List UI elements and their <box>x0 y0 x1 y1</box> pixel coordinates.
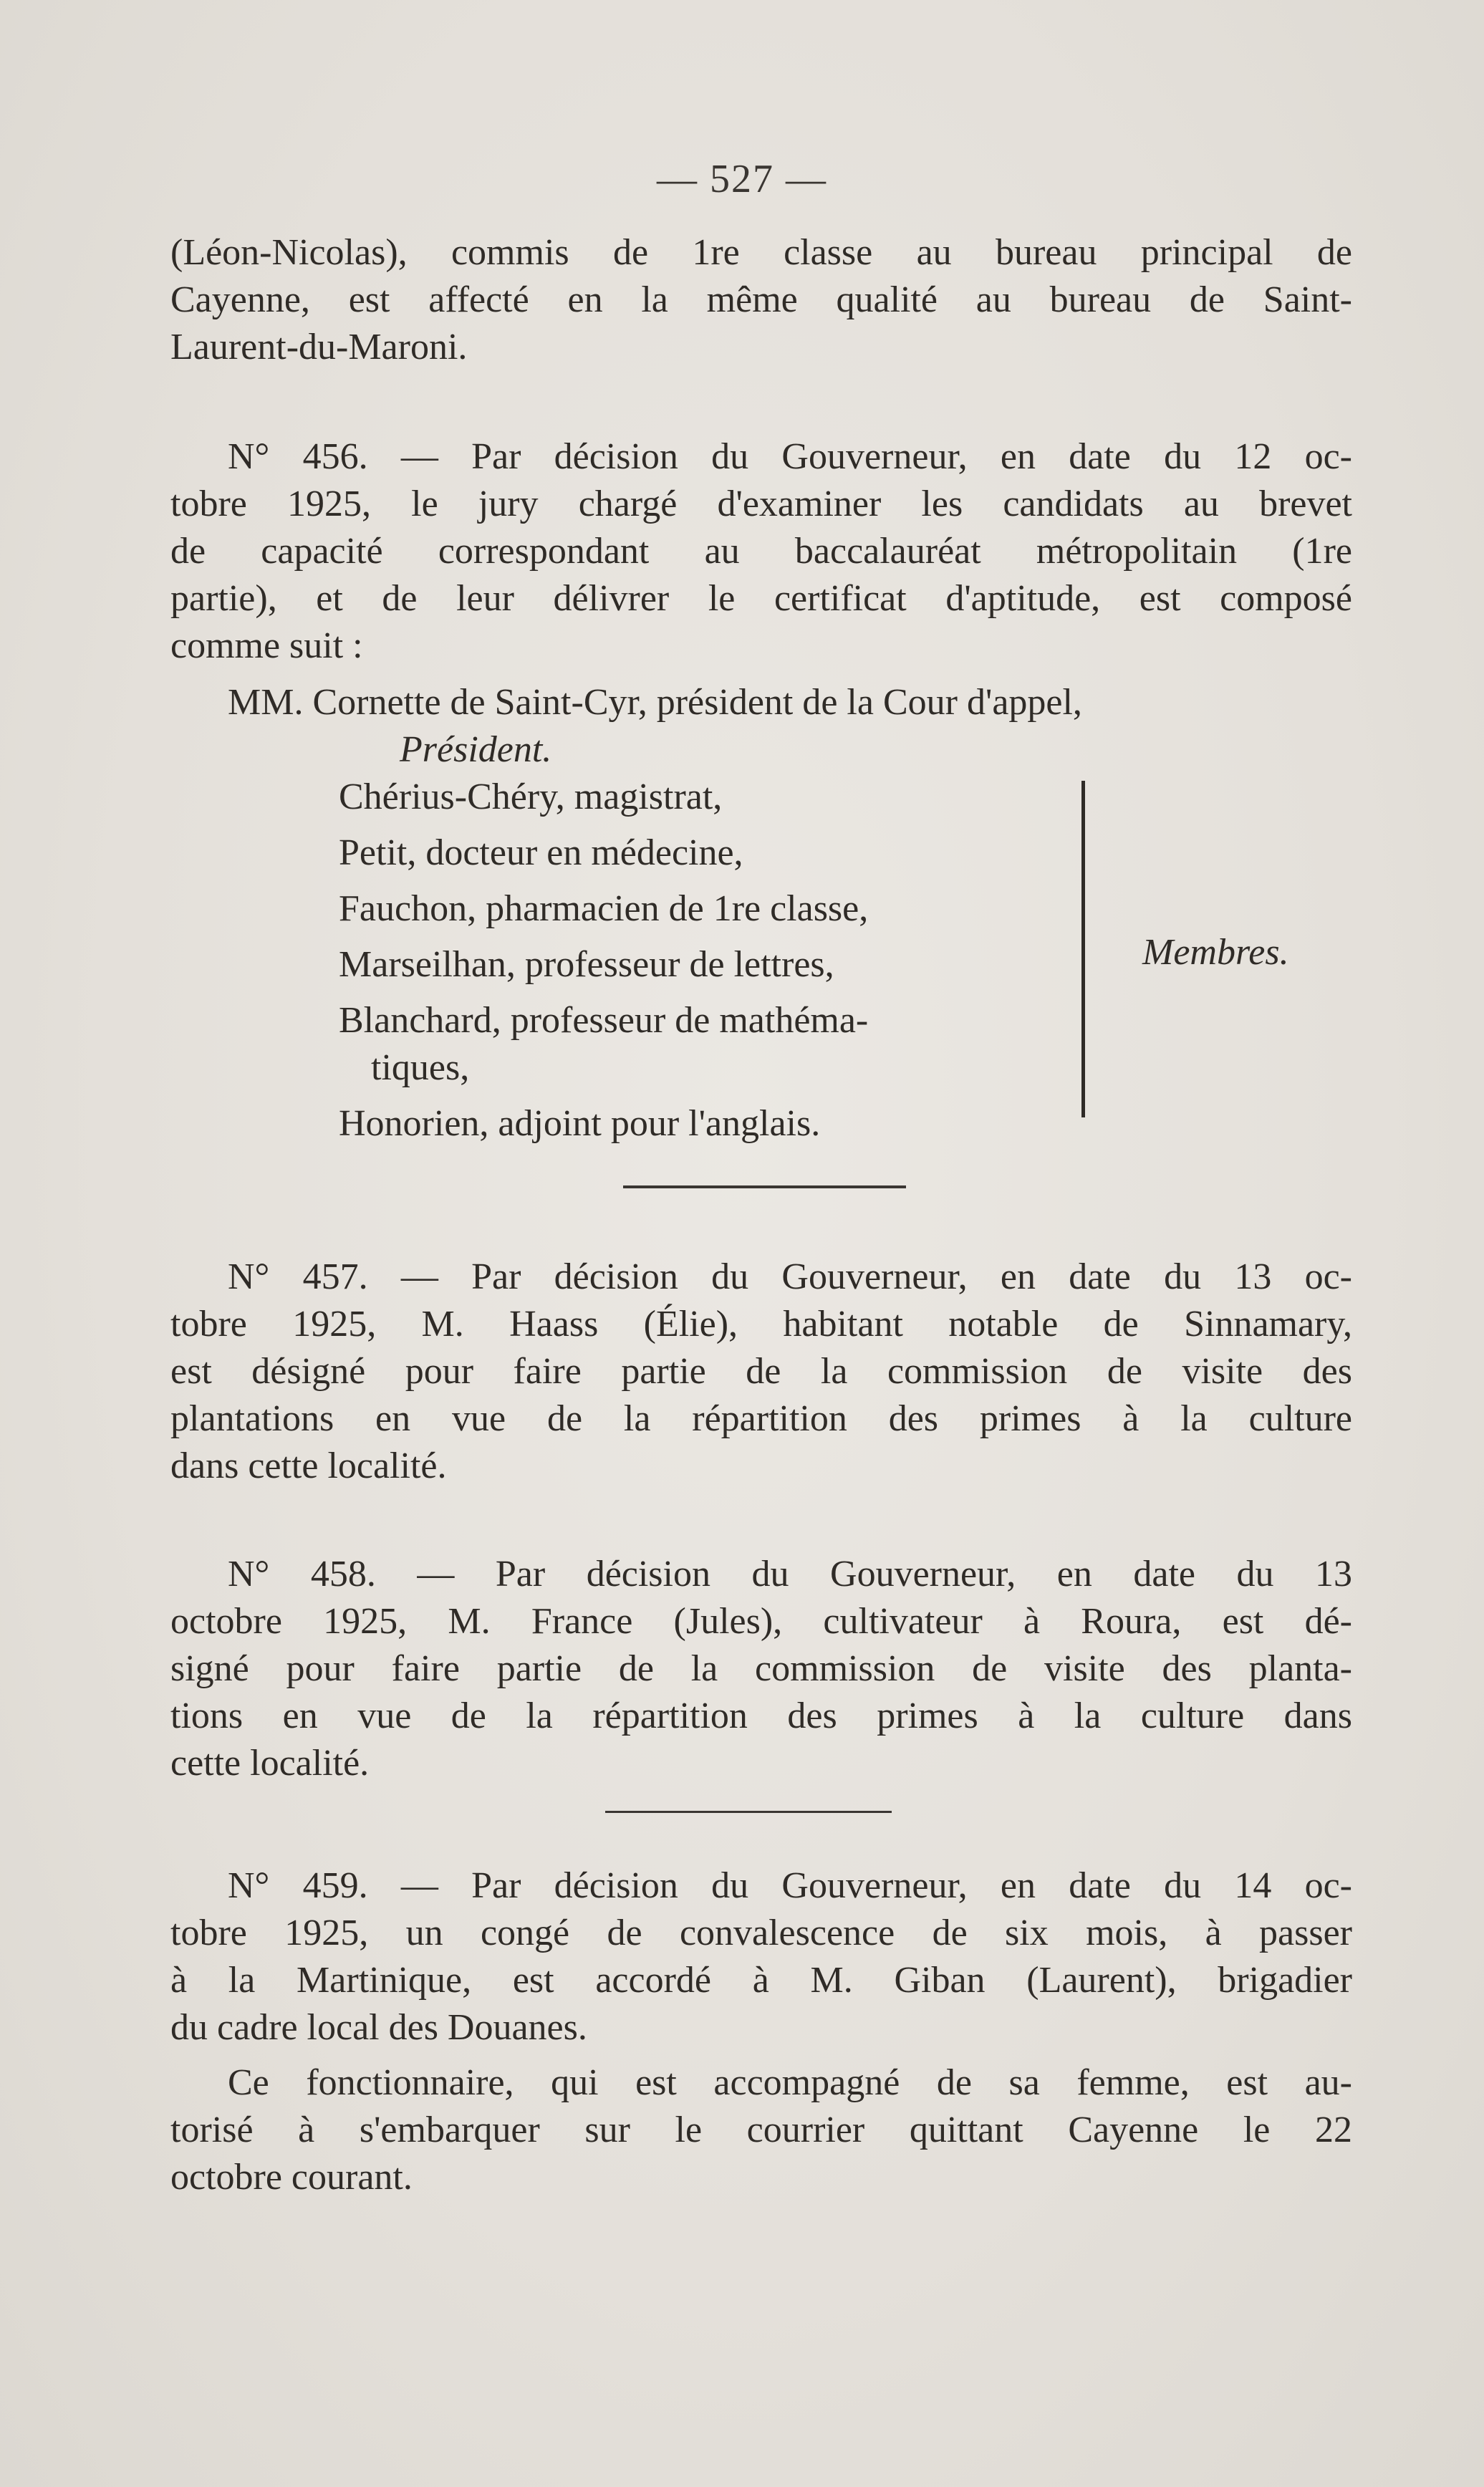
jury-member-continuation: tiques, <box>371 1047 470 1088</box>
members-brace <box>1081 781 1089 1117</box>
section-divider <box>605 1811 892 1813</box>
text-line: partie), et de leur délivrer le certificat d'aptitude, est composé <box>170 578 1352 619</box>
jury-member: Honorien, adjoint pour l'anglais. <box>339 1103 821 1144</box>
paragraph-note <box>170 2059 1352 2201</box>
text-line: N° 459. — Par décision du Gouverneur, en date du 14 oc- <box>228 1865 1352 1906</box>
text-line: N° 458. — Par décision du Gouverneur, en date du 13 <box>228 1554 1352 1594</box>
jury-president-title: Président. <box>400 729 552 770</box>
text-line: Laurent-du-Maroni. <box>170 327 468 367</box>
paragraph-continuation <box>170 229 1352 371</box>
section-divider <box>623 1185 906 1188</box>
text-line: octobre courant. <box>170 2157 413 2198</box>
paragraph-decision-458 <box>170 1551 1352 1787</box>
paragraph-decision-457 <box>170 1254 1352 1490</box>
text-line: tions en vue de la répartition des primes à la culture dans <box>170 1695 1352 1736</box>
text-line: (Léon-Nicolas), commis de 1re classe au bureau principal de <box>170 232 1352 273</box>
jury-member: Marseilhan, professeur de lettres, <box>339 944 834 985</box>
text-line: octobre 1925, M. France (Jules), cultivateur à Roura, est dé- <box>170 1601 1352 1642</box>
text-line: de capacité correspondant au baccalauréat métropolitain (1re <box>170 531 1352 572</box>
text-line: à la Martinique, est accordé à M. Giban (Laurent), brigadier <box>170 1960 1352 2001</box>
text-line: dans cette localité. <box>170 1445 447 1486</box>
text-line: torisé à s'embarquer sur le courrier quittant Cayenne le 22 <box>170 2110 1352 2150</box>
text-line: Ce fonctionnaire, qui est accompagné de sa femme, est au- <box>228 2062 1352 2103</box>
text-line: comme suit : <box>170 625 363 666</box>
text-line: du cadre local des Douanes. <box>170 2007 587 2048</box>
text-line: N° 456. — Par décision du Gouverneur, en date du 12 oc- <box>228 436 1352 477</box>
text-line: cette localité. <box>170 1743 370 1784</box>
page-number: — 527 — <box>657 157 827 201</box>
text-line: tobre 1925, M. Haass (Élie), habitant notable de Sinnamary, <box>170 1304 1352 1344</box>
text-line: signé pour faire partie de la commission de visite des planta- <box>170 1648 1352 1689</box>
jury-member: Blanchard, professeur de mathéma- <box>339 1000 869 1041</box>
jury-member: Fauchon, pharmacien de 1re classe, <box>339 888 869 929</box>
text-line: N° 457. — Par décision du Gouverneur, en date du 13 oc- <box>228 1256 1352 1297</box>
text-line: tobre 1925, un congé de convalescence de six mois, à passer <box>170 1913 1352 1953</box>
jury-member: Chérius-Chéry, magistrat, <box>339 776 723 817</box>
text-line: plantations en vue de la répartition des primes à la culture <box>170 1398 1352 1439</box>
paragraph-decision-459 <box>170 1862 1352 2051</box>
text-line: tobre 1925, le jury chargé d'examiner les candidats au brevet <box>170 484 1352 524</box>
members-label: Membres. <box>1142 932 1289 973</box>
jury-president-line: MM. Cornette de Saint-Cyr, président de la Cour d'appel, <box>228 682 1082 723</box>
text-line: Cayenne, est affecté en la même qualité au bureau de Saint- <box>170 279 1352 320</box>
text-line: est désigné pour faire partie de la commission de visite des <box>170 1351 1352 1392</box>
jury-member: Petit, docteur en médecine, <box>339 832 743 873</box>
paragraph-decision-456 <box>170 433 1352 670</box>
